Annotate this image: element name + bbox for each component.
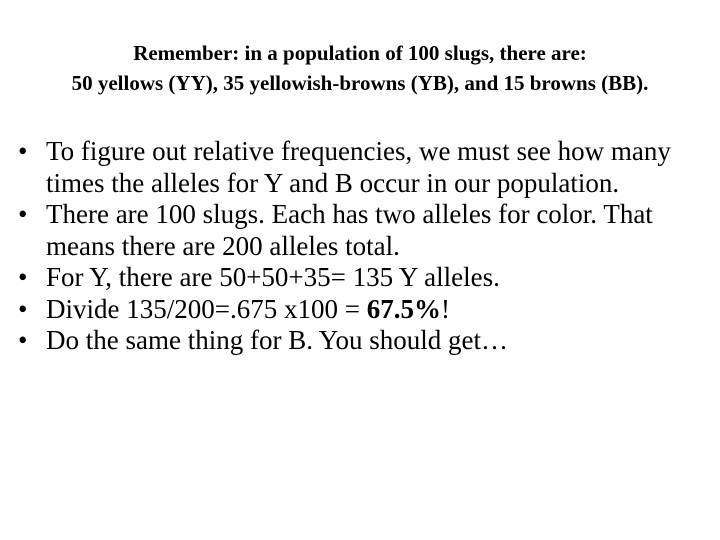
bullet-text-4-post: ! xyxy=(440,293,450,324)
bullet-item-5 xyxy=(18,325,708,357)
bullet-text-4-pre: Divide 135/200=.675 x100 = xyxy=(46,293,367,324)
bullet-text-1: To figure out relative frequencies, we must see how many times the alleles for Y and B occur in our population. xyxy=(46,136,671,198)
bullet-text-2: There are 100 slugs. Each has two alleles for color. That means there are 200 alleles total. xyxy=(46,199,653,261)
bullet-dot: • xyxy=(18,136,28,166)
bullet-text-3: For Y, there are 50+50+35= 135 Y alleles. xyxy=(46,262,500,292)
bullet-dot: • xyxy=(18,199,28,229)
bullet-item-1 xyxy=(18,136,708,199)
bullet-list xyxy=(18,136,708,357)
bullet-item-4 xyxy=(18,294,708,326)
bullet-text-5: Do the same thing for B. You should get… xyxy=(46,325,508,355)
bullet-dot: • xyxy=(18,293,28,324)
header-line-1: Remember: in a population of 100 slugs, there are: xyxy=(133,41,587,65)
bullet-dot: • xyxy=(18,262,28,292)
bullet-item-2 xyxy=(18,199,708,262)
slide-header xyxy=(0,38,720,98)
bullet-text-4 xyxy=(46,294,708,326)
result-percentage: 67.5% xyxy=(366,293,441,324)
bullet-item-3 xyxy=(18,262,708,294)
header-line-2: 50 yellows (YY), 35 yellowish-browns (YB), and 15 browns (BB). xyxy=(71,71,649,95)
bullet-dot: • xyxy=(18,325,28,355)
